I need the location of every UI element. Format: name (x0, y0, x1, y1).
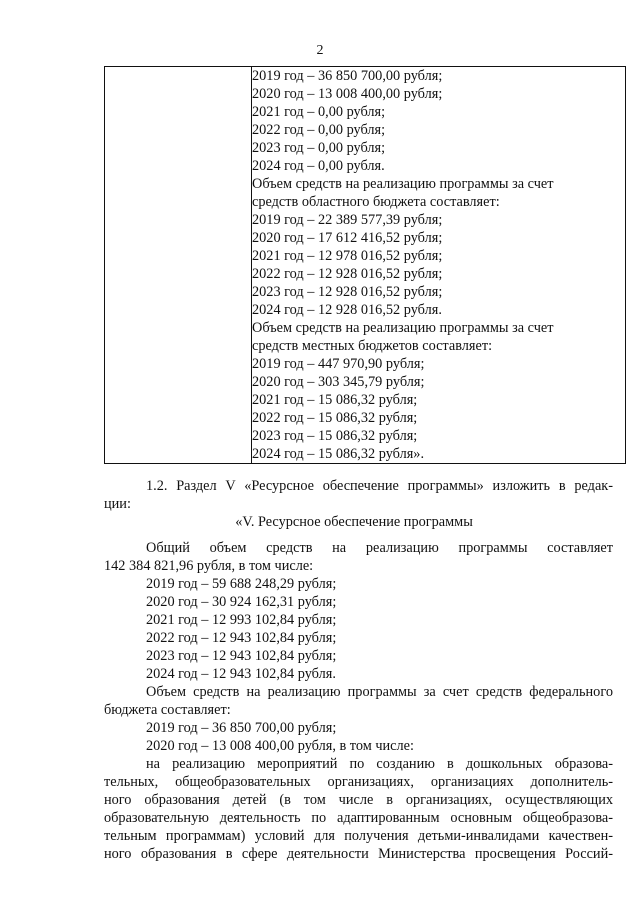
page-number: 2 (316, 43, 324, 58)
total-year-line: 2020 год – 30 924 162,31 рубля; (146, 594, 337, 610)
activity-paragraph-line: ного образования детей (в том числе в организациях, осуществляющих (104, 792, 613, 808)
table-line: средств областного бюджета составляет: (252, 194, 500, 210)
total-year-line: 2023 год – 12 943 102,84 рубля; (146, 648, 337, 664)
total-year-line: 2022 год – 12 943 102,84 рубля; (146, 630, 337, 646)
table-line: 2020 год – 17 612 416,52 рубля; (252, 230, 443, 246)
table-line: 2019 год – 22 389 577,39 рубля; (252, 212, 443, 228)
activity-paragraph-line: ного образования в сфере деятельности Министерства просвещения Россий- (104, 846, 613, 862)
total-paragraph-line: 142 384 821,96 рубля, в том числе: (104, 558, 314, 574)
funding-table (104, 66, 626, 464)
total-year-line: 2019 год – 59 688 248,29 рубля; (146, 576, 337, 592)
amendment-paragraph-line: 1.2. Раздел V «Ресурсное обеспечение программы» изложить в редак- (146, 478, 613, 494)
total-paragraph-line: Общий объем средств на реализацию программы составляет (146, 540, 613, 556)
federal-year-line: 2020 год – 13 008 400,00 рубля, в том числе: (146, 738, 414, 754)
table-line: 2023 год – 12 928 016,52 рубля; (252, 284, 443, 300)
activity-paragraph-line: тельных, общеобразовательных организациях, организациях дополнитель- (104, 774, 613, 790)
table-line: 2023 год – 0,00 рубля; (252, 140, 386, 156)
table-line: средств местных бюджетов составляет: (252, 338, 493, 354)
table-line: 2024 год – 0,00 рубля. (252, 158, 385, 174)
activity-paragraph-line: на реализацию мероприятий по созданию в дошкольных образова- (146, 756, 613, 772)
federal-year-line: 2019 год – 36 850 700,00 рубля; (146, 720, 337, 736)
federal-paragraph-line: бюджета составляет: (104, 702, 231, 718)
table-line: 2022 год – 15 086,32 рубля; (252, 410, 418, 426)
table-line: Объем средств на реализацию программы за счет (252, 320, 554, 336)
table-line: 2021 год – 0,00 рубля; (252, 104, 386, 120)
table-line: 2022 год – 0,00 рубля; (252, 122, 386, 138)
table-line: Объем средств на реализацию программы за счет (252, 176, 554, 192)
table-left-cell (105, 67, 252, 464)
section-heading: «V. Ресурсное обеспечение программы (235, 514, 473, 530)
amendment-paragraph-line: ции: (104, 496, 131, 512)
table-line: 2020 год – 13 008 400,00 рубля; (252, 86, 443, 102)
table-line: 2022 год – 12 928 016,52 рубля; (252, 266, 443, 282)
total-year-line: 2021 год – 12 993 102,84 рубля; (146, 612, 337, 628)
table-right-cell (252, 67, 626, 464)
table-line: 2019 год – 36 850 700,00 рубля; (252, 68, 443, 84)
total-year-line: 2024 год – 12 943 102,84 рубля. (146, 666, 336, 682)
table-line: 2021 год – 15 086,32 рубля; (252, 392, 418, 408)
table-line: 2020 год – 303 345,79 рубля; (252, 374, 425, 390)
activity-paragraph-line: тельным программам) условий для получения детьми-инвалидами качествен- (104, 828, 613, 844)
federal-paragraph-line: Объем средств на реализацию программы за счет средств федерального (146, 684, 613, 700)
activity-paragraph-line: образовательную деятельность по адаптированным основным общеобразова- (104, 810, 613, 826)
table-line: 2019 год – 447 970,90 рубля; (252, 356, 425, 372)
table-line: 2024 год – 12 928 016,52 рубля. (252, 302, 442, 318)
table-line: 2023 год – 15 086,32 рубля; (252, 428, 418, 444)
table-line: 2021 год – 12 978 016,52 рубля; (252, 248, 443, 264)
table-line: 2024 год – 15 086,32 рубля». (252, 446, 425, 462)
